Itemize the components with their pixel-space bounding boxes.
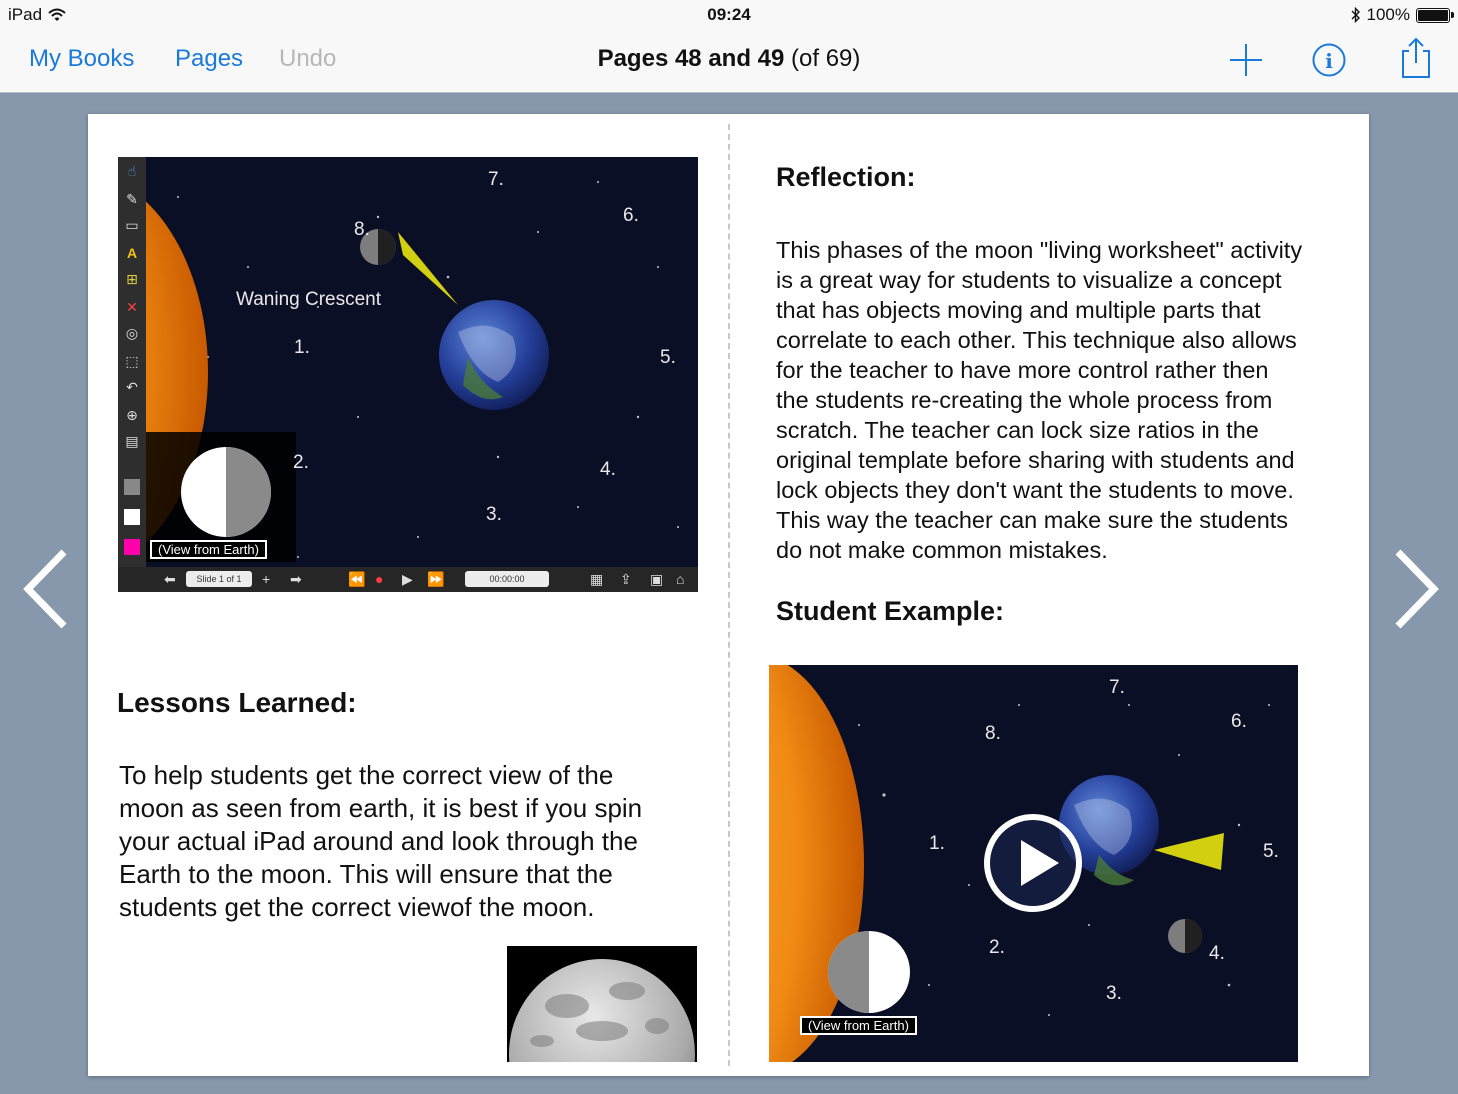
position-4-label: 4.	[600, 459, 616, 480]
status-bar	[0, 0, 1458, 30]
position-1-label: 1.	[929, 833, 945, 854]
view-caption: (View from Earth)	[150, 540, 267, 559]
position-8-label: 8.	[985, 723, 1001, 744]
text-line: lock objects they don't want the students to move.	[776, 477, 1294, 503]
bluetooth-icon	[1351, 7, 1361, 23]
pencil-tool-icon: ✎	[126, 191, 138, 207]
undo-button[interactable]: Undo	[279, 45, 337, 72]
magenta-swatch-icon	[124, 539, 140, 555]
layout-tool-icon: ▤	[125, 433, 139, 449]
view-caption: (View from Earth)	[800, 1016, 917, 1035]
rewind-icon: ⏪	[348, 571, 366, 587]
home-icon: ⌂	[676, 571, 685, 587]
nav-bar	[0, 30, 1458, 93]
text-line: for the teacher to have more control rather then	[776, 357, 1269, 383]
white-swatch-icon	[124, 509, 140, 525]
position-2-label: 2.	[293, 452, 309, 473]
undo-tool-icon: ↶	[126, 379, 138, 395]
position-5-label: 5.	[1263, 841, 1279, 862]
add-tool-icon: ⊞	[126, 271, 138, 287]
slide-indicator: Slide 1 of 1	[186, 571, 252, 587]
text-line: do not make common mistakes.	[776, 537, 1108, 563]
position-7-label: 7.	[1109, 677, 1125, 698]
hand-tool-icon: ☝	[127, 163, 137, 179]
status-time: 09:24	[707, 5, 751, 24]
moon-photo	[507, 946, 697, 1062]
position-6-label: 6.	[1231, 711, 1247, 732]
position-3-label: 3.	[486, 504, 502, 525]
lessons-heading: Lessons Learned:	[117, 687, 357, 718]
svg-text:i: i	[1325, 49, 1333, 73]
next-slide-icon: ➡	[290, 571, 302, 587]
text-line: your actual iPad around and look through the	[119, 826, 638, 856]
student-example-video[interactable]	[769, 665, 1298, 1062]
page-gutter	[728, 124, 730, 1066]
moon-photo-graphic	[507, 946, 697, 1062]
text-tool-icon: A	[126, 245, 138, 261]
app-screenshot-image	[118, 157, 698, 592]
text-line: correlate to each other. This technique also allows	[776, 327, 1297, 353]
previous-page-arrow-icon[interactable]	[20, 548, 72, 630]
info-icon[interactable]	[1309, 40, 1349, 80]
position-7-label: 7.	[488, 169, 504, 190]
text-line: that has objects moving and multiple parts that	[776, 297, 1261, 323]
text-line: This way the teacher can make sure the students	[776, 507, 1289, 533]
app-tool-column	[118, 157, 146, 567]
select-tool-icon: ⬚	[125, 353, 139, 369]
text-line: the students re-creating the whole process from	[776, 387, 1273, 413]
device-name: iPad	[8, 5, 43, 24]
gray-swatch-icon	[124, 479, 140, 495]
text-line: To help students get the correct view of the	[119, 760, 614, 790]
position-4-label: 4.	[1209, 943, 1225, 964]
position-8-label: 8.	[354, 219, 370, 240]
text-line: is a great way for students to visualize a concept	[776, 267, 1282, 293]
position-6-label: 6.	[623, 205, 639, 226]
page-title-suffix: (of 69)	[791, 45, 861, 72]
import-image-icon: ▦	[590, 571, 604, 587]
prev-slide-icon: ⬅	[164, 571, 176, 587]
lessons-text	[119, 759, 699, 924]
page-title-main: Pages 48 and 49	[597, 45, 785, 72]
reflection-heading: Reflection:	[776, 162, 916, 192]
text-line: This phases of the moon "living worksheet" activity	[776, 237, 1303, 263]
position-2-label: 2.	[989, 937, 1005, 958]
record-icon: ●	[375, 571, 384, 587]
pages-button[interactable]: Pages	[175, 45, 244, 72]
position-5-label: 5.	[660, 347, 676, 368]
add-slide-icon: +	[262, 571, 271, 587]
timer: 00:00:00	[465, 571, 549, 587]
text-line: scratch. The teacher can lock size ratios in the	[776, 417, 1259, 443]
app-playback-bar	[118, 567, 698, 592]
my-books-button[interactable]: My Books	[29, 45, 135, 72]
export-icon: ⇪	[620, 571, 632, 587]
target-tool-icon: ◎	[125, 325, 139, 341]
camera-icon: ▣	[650, 571, 664, 587]
student-example-heading: Student Example:	[776, 596, 1005, 626]
position-3-label: 3.	[1106, 983, 1122, 1004]
book-spread	[88, 114, 1369, 1076]
delete-tool-icon: ✕	[126, 299, 138, 315]
space-scene	[118, 157, 698, 592]
zoom-tool-icon: ⊕	[126, 407, 138, 423]
battery-fill	[1418, 10, 1448, 21]
text-line: Earth to the moon. This will ensure that the	[119, 859, 613, 889]
phase-label: Waning Crescent	[236, 289, 382, 310]
next-page-arrow-icon[interactable]	[1390, 548, 1442, 630]
play-icon[interactable]	[983, 813, 1083, 913]
shape-tool-icon: ▭	[125, 217, 139, 233]
text-line: students get the correct viewof the moon.	[119, 892, 595, 922]
text-line: original template before sharing with students and	[776, 447, 1295, 473]
play-small-icon: ▶	[402, 571, 413, 587]
reflection-text	[776, 235, 1346, 565]
position-1-label: 1.	[294, 337, 310, 358]
fast-forward-icon: ⏩	[427, 571, 445, 587]
plus-icon[interactable]	[1226, 40, 1266, 80]
battery-icon	[1416, 8, 1450, 23]
status-right	[1351, 5, 1450, 25]
share-icon[interactable]	[1396, 36, 1436, 80]
battery-percent: 100%	[1366, 5, 1410, 24]
text-line: moon as seen from earth, it is best if you spin	[119, 793, 643, 823]
